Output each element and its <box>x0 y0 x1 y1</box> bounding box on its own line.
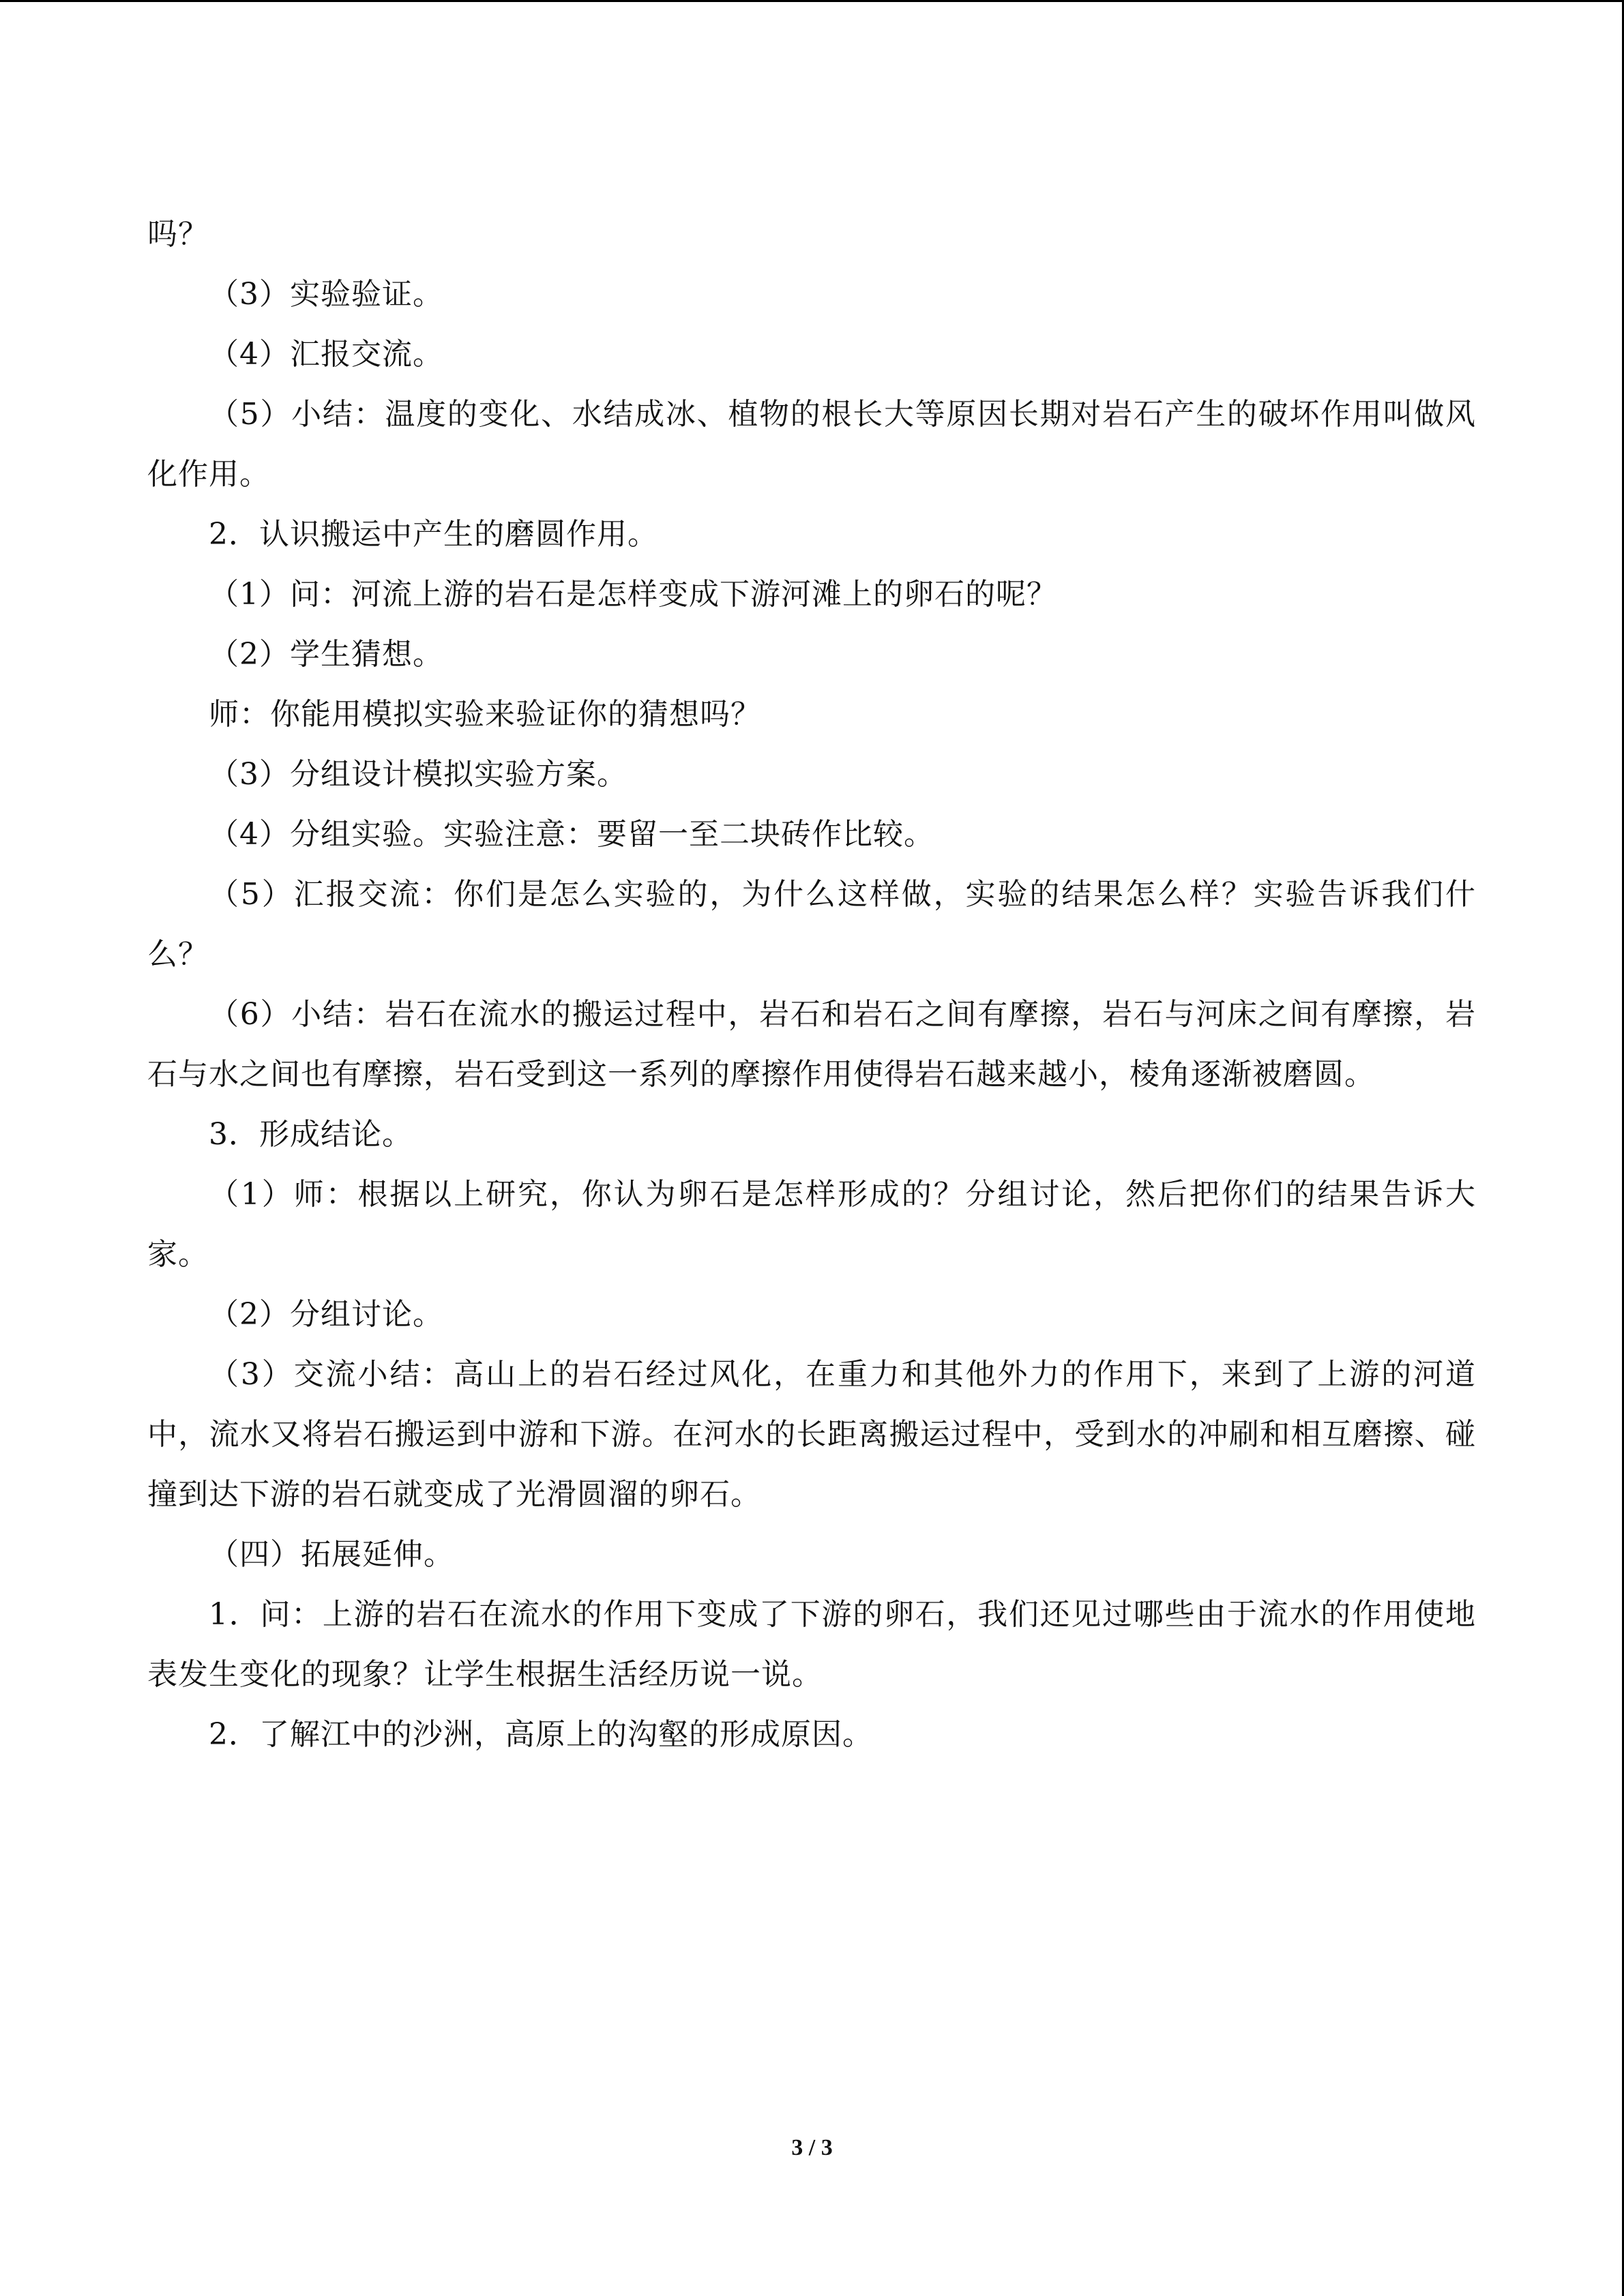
section-heading-2: 2．认识搬运中产生的磨圆作用。 <box>209 517 658 552</box>
paragraph-extension-sandbars: 2．了解江中的沙洲，高原上的沟壑的形成原因。 <box>209 1717 873 1752</box>
paragraph-step-3-verify: （3）实验验证。 <box>209 277 443 312</box>
paragraph-student-guess: （2）学生猜想。 <box>209 637 443 672</box>
paragraph-group-design: （3）分组设计模拟实验方案。 <box>209 757 628 792</box>
paragraph-report-exchange: （5）汇报交流：你们是怎么实验的，为什么这样做，实验的结果怎么样？实验告诉我们什么？ <box>147 877 1476 972</box>
paragraph-extension-question: 1．问：上游的岩石在流水的作用下变成了下游的卵石，我们还见过哪些由于流水的作用使地表发生变化的现象？让学生根据生活经历说一说。 <box>147 1597 1476 1692</box>
document-body <box>147 205 1476 1765</box>
section-heading-extension: （四）拓展延伸。 <box>209 1537 454 1572</box>
paragraph-step-5-summary: （5）小结：温度的变化、水结成冰、植物的根长大等原因长期对岩石产生的破坏作用叫做风化作用。 <box>147 397 1476 492</box>
paragraph-group-discussion: （2）分组讨论。 <box>209 1297 443 1332</box>
paragraph-exchange-summary: （3）交流小结：高山上的岩石经过风化，在重力和其他外力的作用下，来到了上游的河道中，流水又将岩石搬运到中游和下游。在河水的长距离搬运过程中，受到水的冲刷和相互磨擦、碰撞到达下游的岩石就变成了光滑圆溜的卵石。 <box>147 1357 1476 1512</box>
section-heading-3: 3．形成结论。 <box>209 1117 413 1152</box>
paragraph-teacher-prompt: 师：你能用模拟实验来验证你的猜想吗？ <box>209 697 761 732</box>
paragraph-continuation: 吗？ <box>147 217 209 252</box>
page-number: 3 / 3 <box>791 2135 833 2160</box>
paragraph-teacher-question: （1）师：根据以上研究，你认为卵石是怎样形成的？分组讨论，然后把你们的结果告诉大家。 <box>147 1177 1476 1272</box>
paragraph-summary-friction: （6）小结：岩石在流水的搬运过程中，岩石和岩石之间有摩擦，岩石与河床之间有摩擦，岩石与水之间也有摩擦，岩石受到这一系列的摩擦作用使得岩石越来越小，棱角逐渐被磨圆。 <box>147 997 1476 1092</box>
paragraph-group-experiment: （4）分组实验。实验注意：要留一至二块砖作比较。 <box>209 817 934 852</box>
paragraph-question: （1）问：河流上游的岩石是怎样变成下游河滩上的卵石的呢？ <box>209 577 1057 612</box>
paragraph-step-4-report: （4）汇报交流。 <box>209 337 443 372</box>
